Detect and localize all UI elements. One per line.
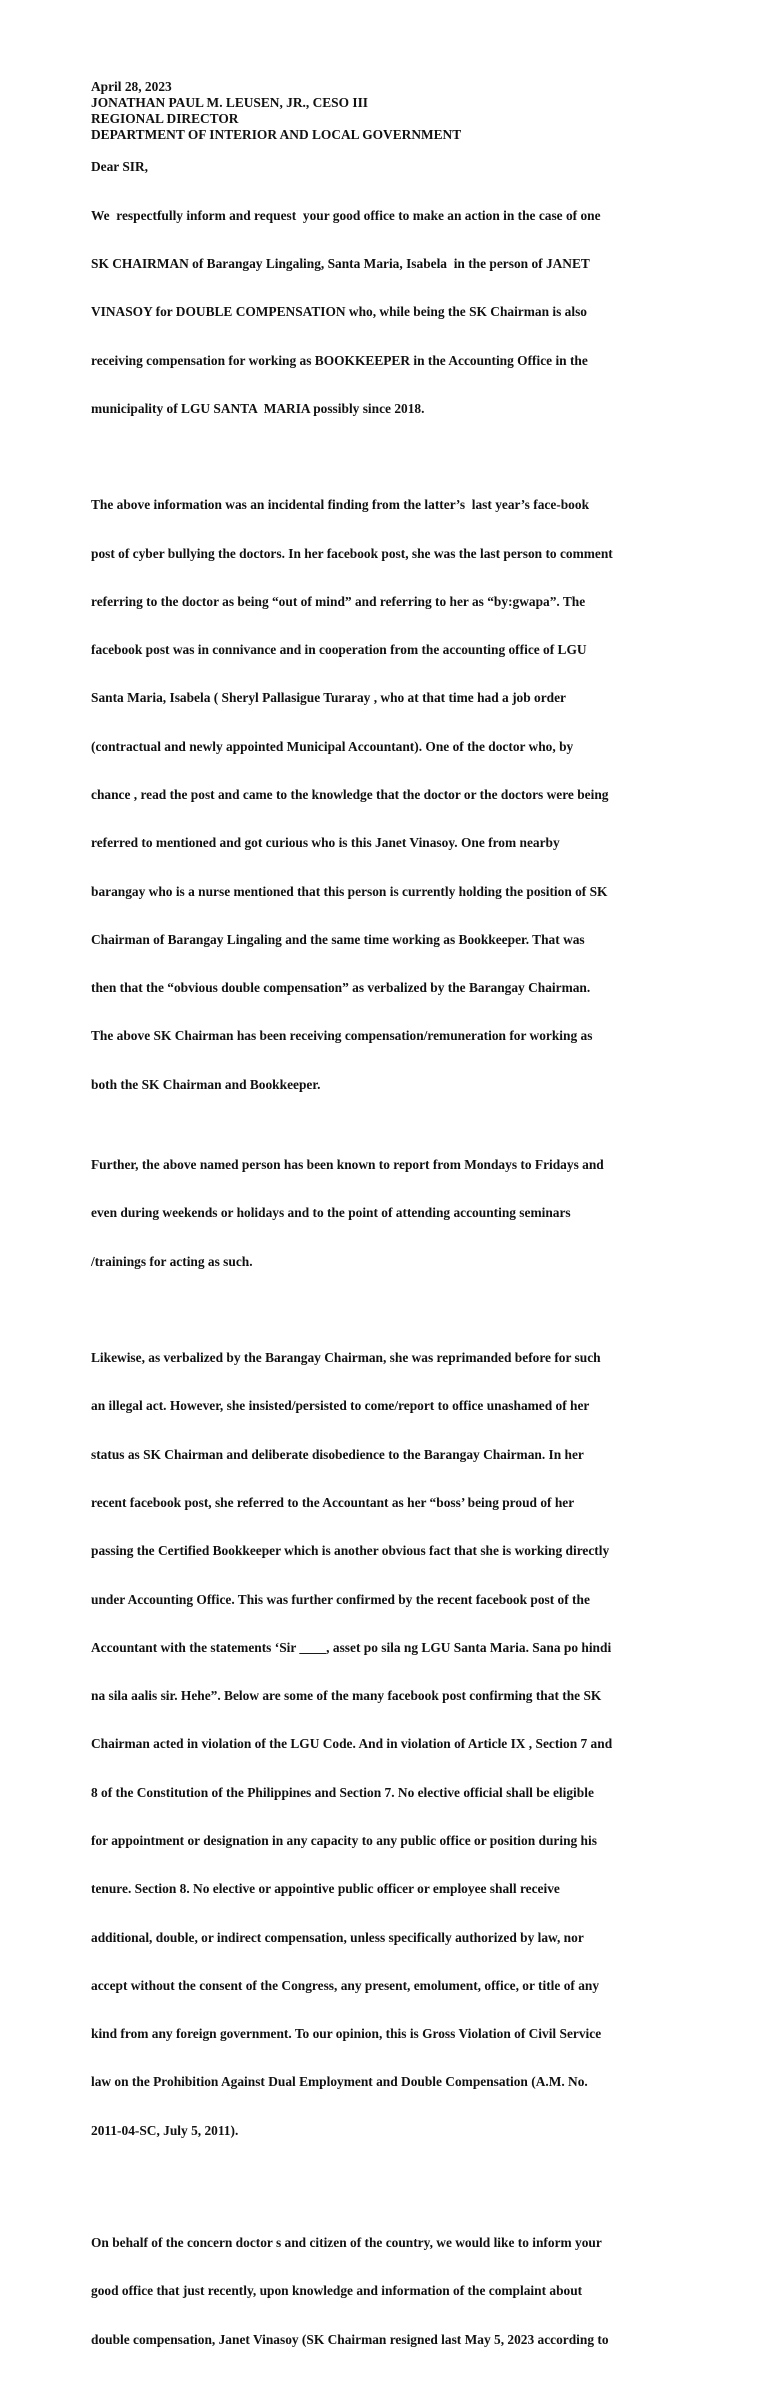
text-line: 8 of the Constitution of the Philippines and Section 7. No elective official shall be eligible: [91, 1784, 594, 1800]
text-line: referring to the doctor as being “out of mind” and referring to her as “by:gwapa”. The: [91, 593, 586, 609]
paragraph-request: [91, 175, 691, 449]
text-line: On behalf of the concern doctor s and citizen of the country, we would like to inform your: [91, 2235, 602, 2251]
text-line: then that the “obvious double compensation” as verbalized by the Barangay Chairman.: [91, 980, 591, 996]
addressee-name: JONATHAN PAUL M. LEUSEN, JR., CESO III: [91, 95, 369, 111]
text-line: municipality of LGU SANTA MARIA possibly since 2018.: [91, 400, 425, 416]
text-line: We respectfully inform and request your good office to make an action in the case of one: [91, 207, 601, 223]
addressee-office: DEPARTMENT OF INTERIOR AND LOCAL GOVERNMENT: [91, 127, 462, 143]
text-line: SK CHAIRMAN of Barangay Lingaling, Santa Maria, Isabela in the person of JANET: [91, 255, 590, 271]
salutation: Dear SIR,: [91, 159, 149, 175]
text-line: facebook post was in connivance and in cooperation from the accounting office of LGU: [91, 642, 587, 658]
text-line: even during weekends or holidays and to the point of attending accounting seminars: [91, 1205, 571, 1221]
letter-date: April 28, 2023: [91, 79, 172, 94]
text-line: both the SK Chairman and Bookkeeper.: [91, 1076, 321, 1092]
text-line: an illegal act. However, she insisted/persisted to come/report to office unashamed of her: [91, 1398, 590, 1414]
paragraph-behalf: [91, 2203, 691, 2380]
addressee-title: REGIONAL DIRECTOR: [91, 111, 239, 127]
text-line: Chairman of Barangay Lingaling and the same time working as Bookkeeper. That was: [91, 931, 585, 947]
text-line: kind from any foreign government. To our opinion, this is Gross Violation of Civil Service: [91, 2026, 602, 2042]
paragraph-violation: [91, 1318, 691, 2171]
text-line: Further, the above named person has been known to report from Mondays to Fridays and: [91, 1157, 604, 1173]
text-line: post of cyber bullying the doctors. In her facebook post, she was the last person to comment: [91, 545, 613, 561]
text-line: Likewise, as verbalized by the Barangay Chairman, she was reprimanded before for such: [91, 1350, 601, 1366]
text-line: 2011-04-SC, July 5, 2011).: [91, 2122, 239, 2138]
text-line: recent facebook post, she referred to the Accountant as her “boss’ being proud of her: [91, 1494, 575, 1510]
text-line: The above information was an incidental finding from the latter’s last year’s face-book: [91, 497, 590, 513]
text-line: /trainings for acting as such.: [91, 1253, 253, 1269]
text-line: referred to mentioned and got curious who is this Janet Vinasoy. One from nearby: [91, 835, 560, 851]
text-line: barangay who is a nurse mentioned that this person is currently holding the position of SK: [91, 883, 608, 899]
text-line: Chairman acted in violation of the LGU Code. And in violation of Article IX , Section 7 and: [91, 1736, 613, 1752]
text-line: (contractual and newly appointed Municipal Accountant). One of the doctor who, by: [91, 738, 574, 754]
paragraph-finding: [91, 465, 691, 1125]
text-line: status as SK Chairman and deliberate disobedience to the Barangay Chairman. In her: [91, 1446, 584, 1462]
paragraph-reporting: [91, 1125, 691, 1302]
text-line: The above SK Chairman has been receiving compensation/remuneration for working as: [91, 1028, 593, 1044]
text-line: law on the Prohibition Against Dual Employment and Double Compensation (A.M. No.: [91, 2074, 588, 2090]
text-line: tenure. Section 8. No elective or appointive public officer or employee shall receive: [91, 1881, 560, 1897]
text-line: for appointment or designation in any capacity to any public office or position during his: [91, 1832, 597, 1848]
text-line: chance , read the post and came to the knowledge that the doctor or the doctors were being: [91, 786, 609, 802]
text-line: under Accounting Office. This was further confirmed by the recent facebook post of the: [91, 1591, 590, 1607]
text-line: Santa Maria, Isabela ( Sheryl Pallasigue Turaray , who at that time had a job order: [91, 690, 567, 706]
text-line: receiving compensation for working as BOOKKEEPER in the Accounting Office in the: [91, 352, 588, 368]
text-line: na sila aalis sir. Hehe”. Below are some of the many facebook post confirming that the SK: [91, 1688, 602, 1704]
text-line: additional, double, or indirect compensation, unless specifically authorized by law, nor: [91, 1929, 584, 1945]
text-line: Accountant with the statements ‘Sir ____, asset po sila ng LGU Santa Maria. Sana po hindi: [91, 1639, 612, 1655]
text-line: double compensation, Janet Vinasoy (SK Chairman resigned last May 5, 2023 according to: [91, 2331, 609, 2347]
text-line: passing the Certified Bookkeeper which is another obvious fact that she is working directly: [91, 1543, 610, 1559]
text-line: good office that just recently, upon knowledge and information of the complaint about: [91, 2283, 583, 2299]
text-line: accept without the consent of the Congress, any present, emolument, office, or title of any: [91, 1977, 600, 1993]
addressee-block: [91, 95, 691, 143]
text-line: VINASOY for DOUBLE COMPENSATION who, while being the SK Chairman is also: [91, 304, 588, 320]
letter-body: [91, 79, 691, 2396]
